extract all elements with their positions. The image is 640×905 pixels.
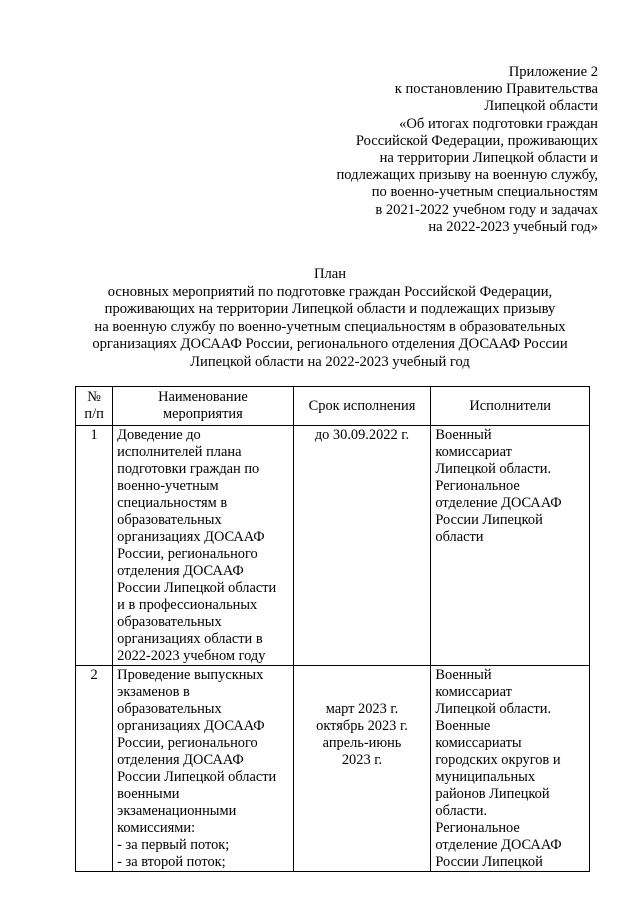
cell-text: подготовки граждан по: [117, 461, 260, 477]
document-title: [60, 266, 600, 372]
cell-text: России, регионального: [117, 735, 258, 751]
header-name: [113, 387, 293, 426]
cell-text: 2022-2023 учебном году: [117, 648, 266, 664]
cell-text: области.: [435, 803, 488, 819]
cell-name: [113, 666, 293, 872]
appendix-line: Приложение 2: [508, 64, 598, 80]
cell-date: [293, 666, 431, 872]
cell-text: России Липецкой: [435, 512, 543, 528]
header-text: Срок исполнения: [308, 397, 416, 414]
cell-text: октябрь 2023 г.: [316, 718, 408, 734]
cell-text: России Липецкой: [435, 854, 543, 870]
cell-text: отделение ДОСААФ: [435, 495, 562, 511]
cell-text: отделение ДОСААФ: [435, 837, 562, 853]
cell-text: России Липецкой области: [117, 580, 277, 596]
cell-text: области: [435, 529, 484, 545]
title-line: основных мероприятий по подготовке граждан Российской Федерации,: [107, 283, 553, 300]
cell-text: Липецкой области.: [435, 701, 552, 717]
title-line: Липецкой области на 2022-2023 учебный год: [190, 353, 470, 370]
header-text: п/п: [84, 406, 104, 422]
appendix-line: в 2021-2022 учебном году и задачах: [375, 201, 598, 218]
cell-text: образовательных: [117, 614, 222, 630]
plan-table: [75, 386, 590, 872]
cell-text: районов Липецкой: [435, 786, 550, 802]
header-num: [76, 387, 113, 426]
cell-text: России, регионального: [117, 546, 258, 562]
appendix-line: Липецкой области: [484, 98, 598, 115]
header-text: №: [87, 389, 101, 405]
cell-text: комиссариаты: [435, 735, 522, 751]
cell-text: специальностям в: [117, 495, 228, 511]
cell-text: экзаменационными: [117, 803, 237, 819]
appendix-line: на территории Липецкой области и: [379, 150, 598, 167]
appendix-line: к постановлению Правительства: [394, 81, 598, 98]
cell-text: Липецкой области.: [435, 461, 552, 477]
appendix-line: «Об итогах подготовки граждан: [399, 115, 598, 132]
cell-name: [113, 426, 293, 666]
header-text: Наименование: [158, 389, 248, 405]
header-text: мероприятия: [163, 406, 243, 422]
appendix-header: [258, 64, 598, 236]
cell-text: образовательных: [117, 701, 222, 717]
cell-text: до 30.09.2022 г.: [314, 427, 410, 443]
appendix-line: подлежащих призыву на военную службу,: [336, 167, 598, 184]
cell-text: организациях ДОСААФ: [117, 529, 265, 545]
cell-text: отделения ДОСААФ: [117, 752, 244, 768]
cell-exec: [431, 666, 590, 872]
cell-text: Проведение выпускных: [117, 667, 264, 683]
appendix-line: по военно-учетным специальностям: [371, 184, 598, 201]
cell-num: 1: [76, 426, 113, 666]
cell-text: апрель-июнь: [322, 735, 402, 751]
cell-text: 2023 г.: [341, 752, 383, 768]
cell-text: России Липецкой области: [117, 769, 277, 785]
table-row: [76, 666, 590, 872]
cell-text: Региональное: [435, 478, 520, 494]
cell-text: организациях ДОСААФ: [117, 718, 265, 734]
cell-text: - за второй поток;: [117, 854, 226, 870]
cell-text: - за первый поток;: [117, 837, 230, 853]
cell-text: комиссариат: [435, 684, 512, 700]
cell-text: исполнителей плана: [117, 444, 242, 460]
cell-text: Военные: [435, 718, 491, 734]
cell-text: военно-учетным: [117, 478, 219, 494]
cell-text: отделения ДОСААФ: [117, 563, 244, 579]
title-line: проживающих на территории Липецкой области и подлежащих призыву: [104, 301, 556, 318]
cell-text: Военный: [435, 427, 492, 443]
header-exec: [431, 387, 590, 426]
cell-text: организациях области в: [117, 631, 263, 647]
title-line: на военную службу по военно-учетным специальностям в образовательных: [94, 318, 566, 335]
cell-text: Региональное: [435, 820, 520, 836]
appendix-line: на 2022-2023 учебный год»: [428, 218, 598, 235]
title-line: организациях ДОСААФ России, регионального отделения ДОСААФ России: [92, 336, 568, 353]
table-row: [76, 426, 590, 666]
cell-exec: [431, 426, 590, 666]
cell-text: экзаменов в: [117, 684, 190, 700]
cell-text: городских округов и: [435, 752, 561, 768]
cell-text: Доведение до: [117, 427, 201, 443]
cell-text: муниципальных: [435, 769, 536, 785]
cell-text: комиссариат: [435, 444, 512, 460]
cell-text: военными: [117, 786, 180, 802]
header-text: Исполнители: [469, 397, 552, 414]
cell-text: март 2023 г.: [325, 701, 399, 717]
cell-text: образовательных: [117, 512, 222, 528]
cell-num: 2: [76, 666, 113, 872]
cell-date: [293, 426, 431, 666]
title-line: План: [313, 266, 347, 282]
cell-text: и в профессиональных: [117, 597, 258, 613]
appendix-line: Российской Федерации, проживающих: [355, 132, 598, 149]
cell-text: комиссиями:: [117, 820, 196, 836]
header-date: [293, 387, 431, 426]
table-header-row: [76, 387, 590, 426]
cell-text: Военный: [435, 667, 492, 683]
